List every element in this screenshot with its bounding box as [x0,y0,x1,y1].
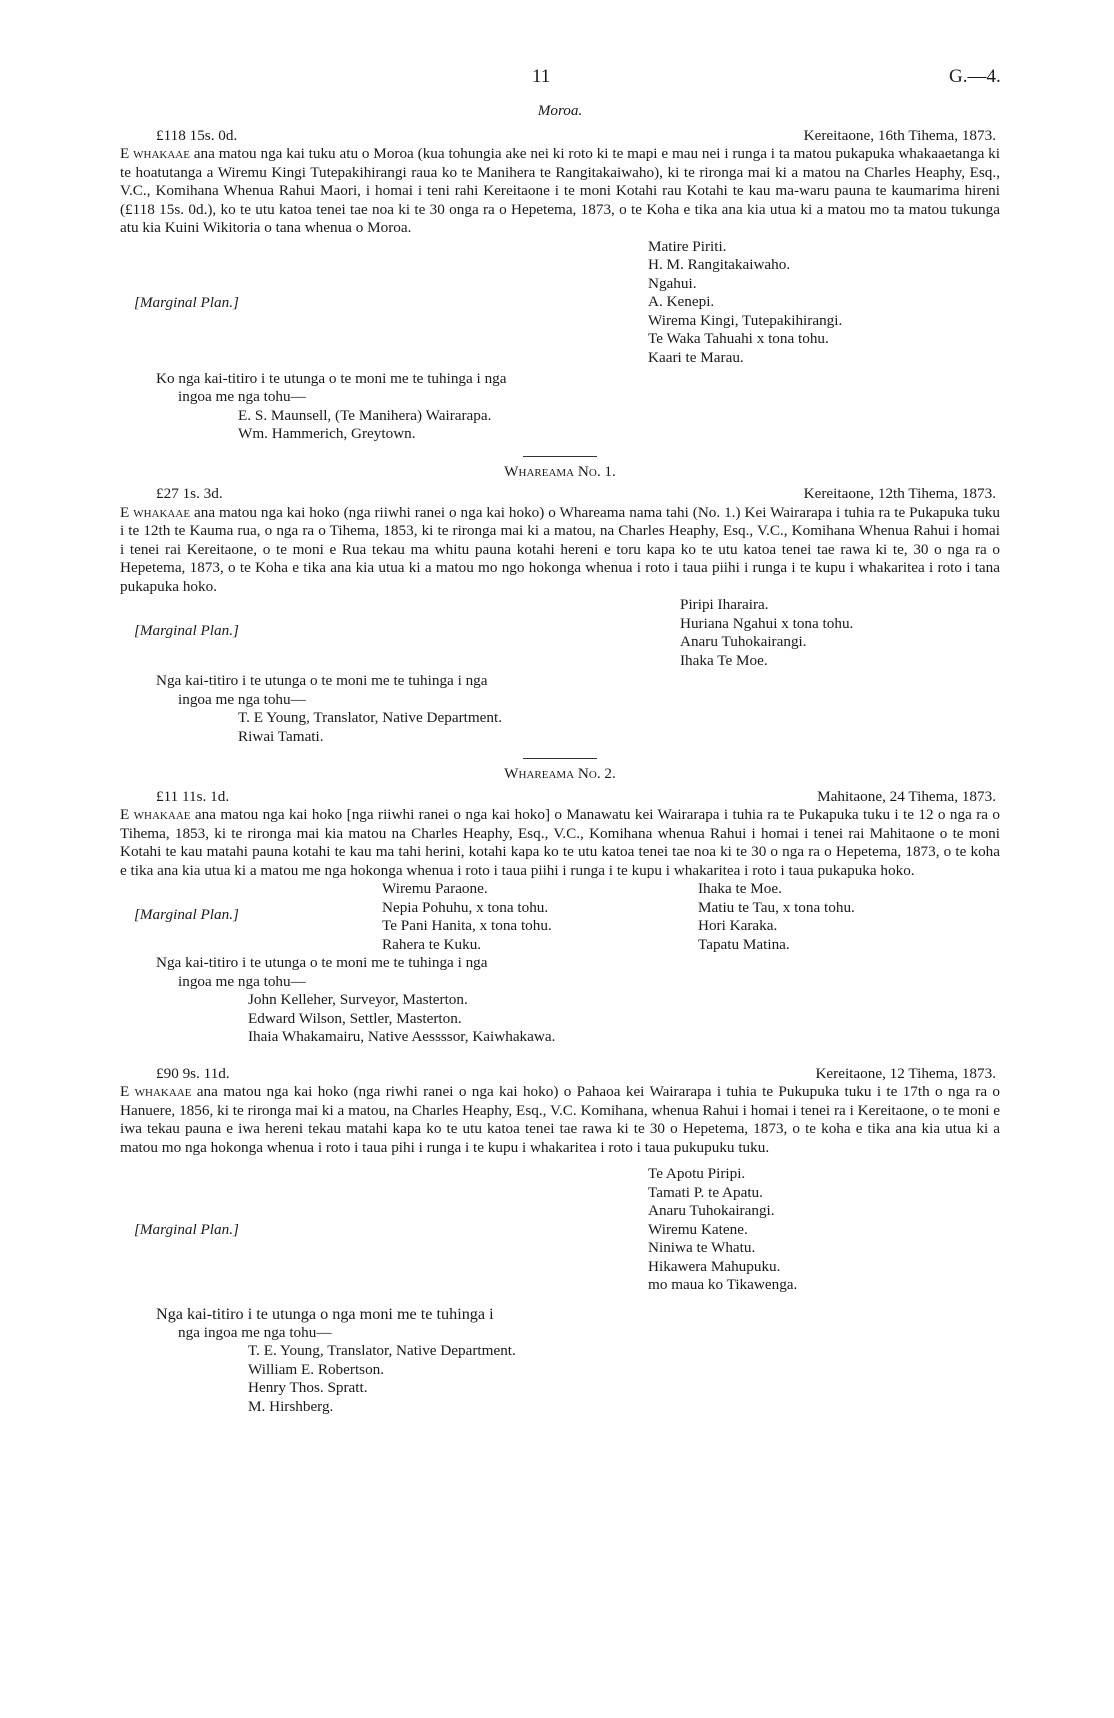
signer-name: Ihaka te Moe. [698,880,782,897]
amount-date-line [120,485,1000,504]
section-whareama-1 [120,463,1000,747]
signer-name: Anaru Tuhokairangi. [648,1202,775,1219]
witness-list [120,991,1000,1047]
agreement-body: ana matou nga kai hoko (nga riwhi ranei o nga kai hoko) o Pahaoa kei Wairarapa i tuhia te Pukupuka tuku i te 17th o nga ra o Hanuere, 1856, ki te rironga mai ki a matou, na Charles Heaphy, Esq., V.C. Komihana, whenua Rahui i homai i tenei ra i Kereitaone, o te moni e iwa tekau pauna e iwa hereni tekau matahi kapa ko te utu katoa tenei tae rawa ki te 30 o Hepetema, 1873, o te koha e tika ana kia utua ki a matou mo nga hokonga whenua i roto i taua pihi i runga i te kupu i whakaritea i roto i taua pukupuku tuku. [120,1083,1000,1156]
witness-list [120,1342,1000,1416]
witness-name: Edward Wilson, Settler, Masterton. [248,1009,462,1027]
signer-name: H. M. Rangitakaiwaho. [648,256,791,273]
section-whareama-2 [120,765,1000,1047]
page-number: 11 [532,66,551,87]
signer-name: Hikawera Mahupuku. [648,1257,781,1275]
witness-intro: Nga kai-titiro i te utunga o te moni me te tuhinga i nga [156,954,488,971]
witness-name: Riwai Tamati. [238,727,324,745]
amount: £118 15s. 0d. [156,126,238,144]
signer-name: Ngahui. [648,274,697,292]
signer-name: Matiu te Tau, x tona tohu. [698,898,855,916]
witness-intro-cont: ingoa me nga tohu— [178,388,306,405]
place-date: Kereitaone, 12th Tihema, 1873. [803,485,996,502]
signer-name: A. Kenepi. [648,293,715,310]
signer-list [648,238,842,368]
signer-name: Kaari te Marau. [648,348,744,366]
section-divider [523,456,597,457]
witness-name: T. E. Young, Translator, Native Department. [248,1342,516,1359]
witness-name: E. S. Maunsell, (Te Manihera) Wairarapa. [238,406,492,424]
signature-block [120,1165,1000,1305]
witness-intro: Nga kai-titiro i te utunga o nga moni me te tuhinga i [156,1305,494,1323]
signer-name: Hori Karaka. [698,917,778,934]
agreement-text [120,806,1000,880]
lead-words: E whakaae [120,1083,192,1100]
signer-name: Tapatu Matina. [698,935,790,953]
witness-intro-cont: ingoa me nga tohu— [178,690,306,708]
signer-name: Wiremu Katene. [648,1220,748,1238]
section-title: Whareama No. 2. [504,765,616,782]
amount-date-line [120,1065,1000,1084]
marginal-plan-note: [Marginal Plan.] [134,622,239,639]
signer-name: Te Apotu Piripi. [648,1165,746,1182]
signature-block [120,238,1000,370]
signer-list [648,1165,797,1295]
document-reference: G.—4. [949,66,1001,87]
witness-intro: Nga kai-titiro i te utunga o te moni me te tuhinga i nga [156,672,488,689]
witness-name: Wm. Hammerich, Greytown. [238,425,416,442]
signer-name: Ihaka Te Moe. [680,651,768,669]
section-title: Whareama No. 1. [504,462,616,480]
witness-intro-cont: nga ingoa me nga tohu— [178,1323,332,1341]
signer-list [680,596,853,670]
signature-block [120,880,1000,954]
signer-name: Wiremu Paraone. [382,880,488,897]
marginal-plan-note: [Marginal Plan.] [134,293,239,311]
signer-name: Nepia Pohuhu, x tona tohu. [382,898,549,916]
signer-name: Rahera te Kuku. [382,935,482,953]
lead-words: E whakaae [120,503,191,521]
signer-list-right [698,880,855,954]
section-divider [523,758,597,759]
place-date: Kereitaone, 12 Tihema, 1873. [815,1064,996,1082]
witness-name: M. Hirshberg. [248,1397,334,1415]
marginal-plan-note: [Marginal Plan.] [134,1221,239,1238]
agreement-body: ana matou nga kai tuku atu o Moroa (kua tohungia ake nei ki roto ki te mapi e mau nei i runga i ta matou pukapuka whakaaetanga ki te hoatutanga a Wiremu Kingi Tutepakihirangi raua ko te Manihera te Rangitakaiwaho), ki te rironga mai ki a matou na Charles Heaphy, Esq., V.C., Komihana Whenua Rahui Maori, i homai i teni rahi Kereitaone i te moni Kotahi rau Kotahi te kau ma-waru pauna te kaumarima hireni (£118 15s. 0d.), ko te utu katoa tenei tae noa ki te 30 onga ra o Hepetema, 1873, o te Koha e tika ana kia utua ki a matou mo ta matou tukunga atu kia Kuini Wikitoria o tana whenua o Moroa. [120,145,1000,236]
place-date: Mahitaone, 24 Tihema, 1873. [817,787,996,805]
amount: £27 1s. 3d. [156,485,223,502]
lead-words: E whakaae [120,145,190,162]
signer-name: mo maua ko Tikawenga. [648,1276,798,1293]
witness-name: William E. Robertson. [248,1360,385,1378]
section-pahaoa [120,1065,1000,1417]
amount: £11 11s. 1d. [156,787,230,805]
signer-name: Wirema Kingi, Tutepakihirangi. [648,311,843,329]
amount-date-line [120,127,1000,146]
witness-name: Ihaia Whakamairu, Native Aessssor, Kaiwhakawa. [248,1028,556,1045]
signer-name: Piripi Iharaira. [680,596,769,613]
witness-list [120,407,1000,444]
signer-name: Tamati P. te Apatu. [648,1183,763,1201]
signer-name: Te Pani Hanita, x tona tohu. [382,917,552,934]
witness-name: John Kelleher, Surveyor, Masterton. [248,991,468,1008]
section-moroa [120,102,1000,444]
lead-words: E whakaae [120,806,191,823]
agreement-body: ana matou nga kai hoko (nga riiwhi ranei o nga kai hoko) o Whareama nama tahi (No. 1.) Kei Wairarapa i tuhia ra te Pukapuka tuku i te 12th te Kauma rua, o nga ra o Tihema, 1853, ki te rironga mai ki a matou, na Charles Heaphy, Esq., V.C., Komihana Whenua Rahui i homai i tenei rai Kereitaone, o te moni e Rua tekau ma whitu pauna kotahi hereni e toru kapa ko te utu katoa tenei tae rawa ki te, 30 o nga ra o Hepetema, 1873, o te Koha e tika ana kia utua ki a matou mo ngo hokonga whenua i roto i taua piihi i runga i te kupu i whakaritea i roto i tana pukapuka hoko. [120,503,1000,595]
section-title: Moroa. [537,102,583,119]
agreement-text [120,504,1000,597]
witness-name: T. E Young, Translator, Native Department. [238,709,503,726]
place-date: Kereitaone, 16th Tihema, 1873. [803,126,996,144]
signature-block [120,596,1000,672]
witness-intro: Ko nga kai-titiro i te utunga o te moni me te tuhinga i nga [156,369,507,387]
agreement-text [120,145,1000,238]
signer-name: Te Waka Tahuahi x tona tohu. [648,330,829,347]
signer-name: Huriana Ngahui x tona tohu. [680,614,854,632]
marginal-plan-note: [Marginal Plan.] [134,906,239,923]
agreement-body: ana matou nga kai hoko [nga riiwhi ranei o nga kai hoko] o Manawatu kei Wairarapa i tuhia ra te Pukapuka tuku i te 12 o nga ra o Tihema, 1853, ki te rironga mai kia matou na Charles Heaphy, Esq., V.C., Komihana whenua Rahui i homai i tenei rai Mahitaone o te moni Kotahi te kau matahi pauna kotahi te kau ma tahi herini, kotahi kapa ko te utu katoa tenei tae noa ki te 30 o nga ra o Hepetema, 1873, o te koha e tika ana kia utua ki a matou me nga hokonga whenua i roto i taua piihi i runga i te kupu i whakaritea i roto i taua pukapuka hoko. [120,806,1000,879]
amount: £90 9s. 11d. [156,1064,230,1082]
signer-name: Anaru Tuhokairangi. [680,633,807,650]
page-body [120,60,1000,1416]
amount-date-line [120,788,1000,807]
witness-name: Henry Thos. Spratt. [248,1379,368,1396]
witness-intro-cont: ingoa me nga tohu— [178,972,306,990]
signer-list-left [382,880,552,954]
signer-name: Matire Piriti. [648,237,727,255]
witness-list [120,709,1000,746]
agreement-text [120,1083,1000,1157]
signer-name: Niniwa te Whatu. [648,1239,756,1256]
